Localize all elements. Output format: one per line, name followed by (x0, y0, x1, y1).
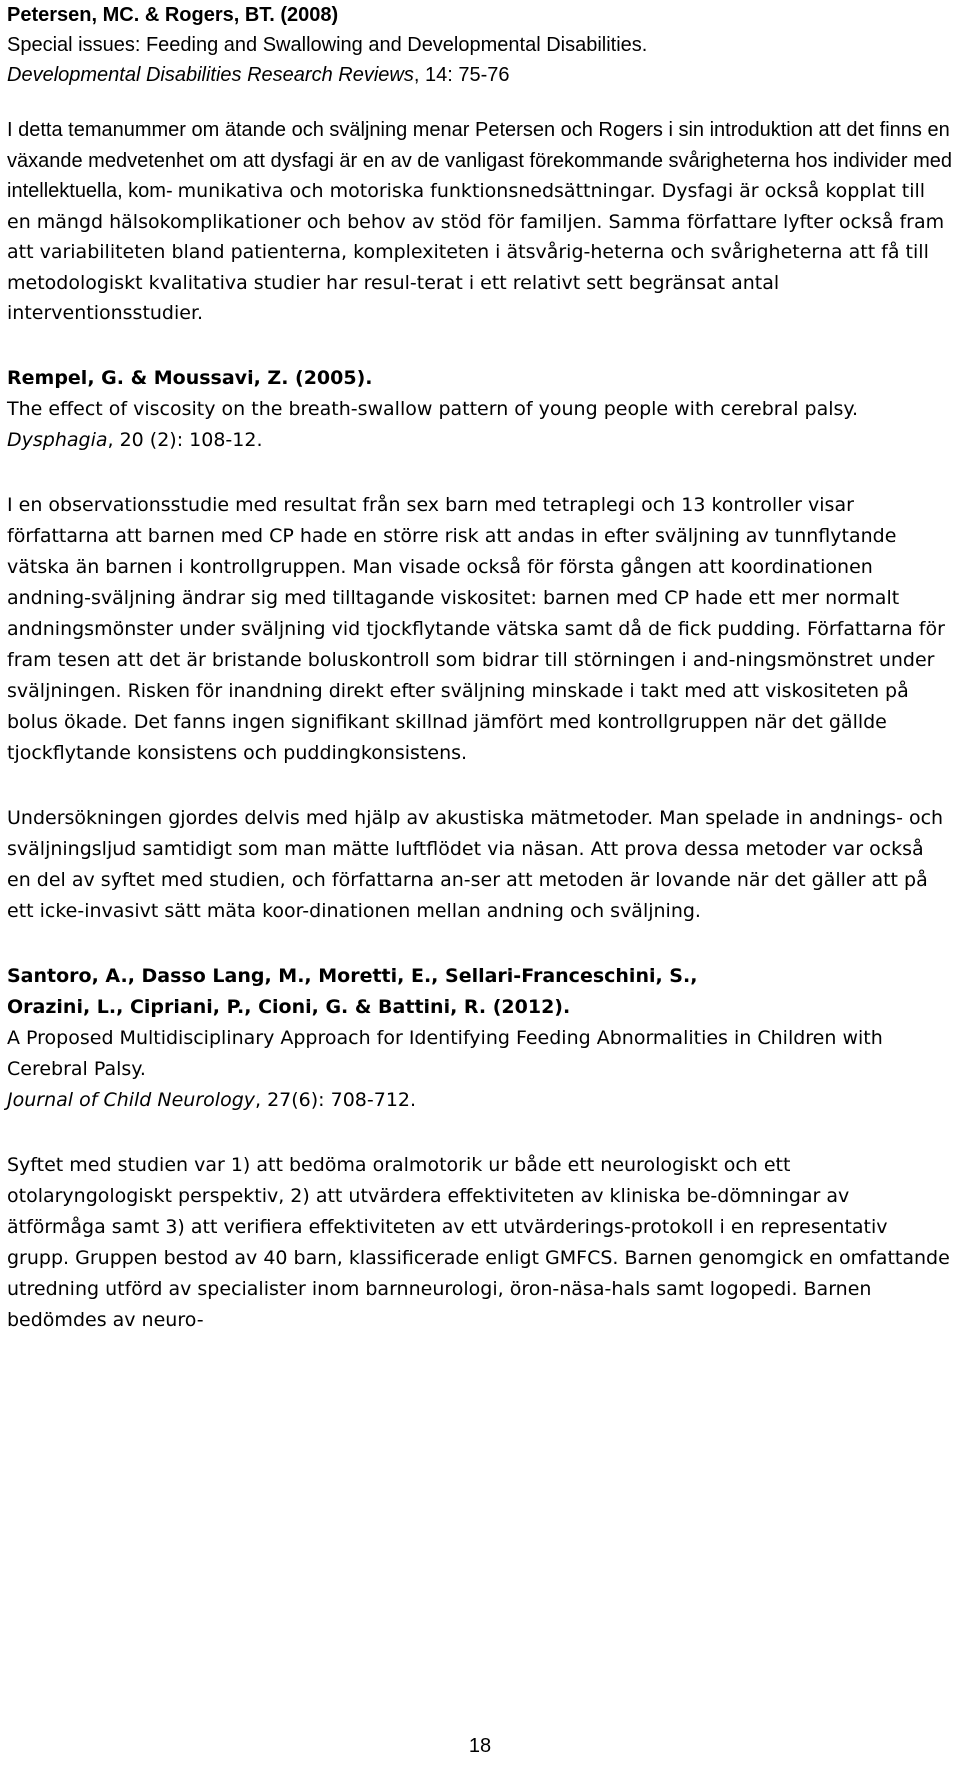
document-page (7, 0, 952, 1336)
summary-paragraph: Undersökningen gjordes delvis med hjälp av akustiska mätmetoder. Man spelade in andnings- och sväljningsljud samtidigt som man mätte luftflödet via näsan. Att prova dessa metoder var också en del av syftet med studien, och författarna an-ser att metoden är lovande när det gäller att på ett icke-invasivt sätt mäta koor-dinationen mellan andning och sväljning. (7, 806, 944, 922)
reference-details: , 20 (2): 108-12. (107, 428, 263, 451)
summary-paragraph: I en observationsstudie med resultat från sex barn med tetraplegi och 13 kontroller visar författarna att barnen med CP hade en större risk att andas in efter sväljning av tunnflytande vätska än barnen i kontrollgruppen. Man visade också för första gången att koordinationen andning-sväljning ändrar sig med tilltagande viskositet: barnen med CP hade ett mer normalt andningsmönster under sväljning vid tjockflytande vätska samt då de fick pudding. Författarna för fram tesen att det är bristande boluskontroll som bidrar till störningen i and-ningsmönstret under sväljningen. Risken för inandning direkt efter sväljning minskade i takt med att viskositeten på bolus ökade. Det fanns ingen signifikant skillnad jämfört med kontrollgruppen när det gällde tjockflytande konsistens och puddingkonsistens. (7, 493, 945, 764)
reference-authors: Rempel, G. & Moussavi, Z. (2005). (7, 366, 373, 389)
reference-title: The effect of viscosity on the breath-swallow pattern of young people with cerebral palsy. (7, 397, 859, 420)
reference-petersen (7, 0, 952, 90)
page-number: 18 (468, 1735, 492, 1757)
reference-title: A Proposed Multidisciplinary Approach for Identifying Feeding Abnormalities in Children with Cerebral Palsy. (7, 1026, 883, 1080)
summary-paragraph (7, 115, 952, 329)
reference-source (7, 60, 952, 90)
reference-authors-line-1: Santoro, A., Dasso Lang, M., Moretti, E., Sellari-Franceschini, S., (7, 964, 698, 987)
reference-authors: Petersen, MC. & Rogers, BT. (2008) (7, 4, 339, 26)
summary-text-part-1: I detta temanummer om ätande och sväljning menar Petersen och Rogers i sin introduktion att det finns en växande medvetenhet om att dysfagi är en av de vanligast förekommande svårigheterna hos individer med intellektuella, kom- (7, 119, 952, 202)
reference-journal: Developmental Disabilities Research Reviews (7, 64, 414, 86)
reference-journal: Dysphagia (7, 428, 108, 451)
reference-source (7, 1085, 952, 1116)
reference-rempel (7, 363, 952, 456)
reference-authors-line-2: Orazini, L., Cipriani, P., Cioni, G. & Battini, R. (2012). (7, 995, 571, 1018)
reference-title: Special issues: Feeding and Swallowing and Developmental Disabilities. (7, 34, 648, 56)
reference-details: , 14: 75-76 (413, 64, 510, 86)
summary-text-part-2: munikativa och motoriska funktionsnedsättningar. Dysfagi är också kopplat till en mängd hälsokomplikationer och behov av stöd för familjen. Samma författare lyfter också fram att variabiliteten bland patienterna, komplexiteten i ätsvårig-heterna och svårigheterna att få till metodologiskt kvalitativa studier har resul-terat i ett relativt sett begränsat antal interventionsstudier. (7, 180, 945, 324)
reference-details: , 27(6): 708-712. (255, 1088, 417, 1111)
summary-paragraph: Syftet med studien var 1) att bedöma oralmotorik ur både ett neurologiskt och ett otolaryngologiskt perspektiv, 2) att utvärdera effektiviteten av kliniska be-dömningar av ätförmåga samt 3) att verifiera effektiviteten av ett utvärderings-protokoll i en representativ grupp. Gruppen bestod av 40 barn, klassificerade enligt GMFCS. Barnen genomgick en omfattande utredning utförd av specialister inom barnneurologi, öron-näsa-hals samt logopedi. Barnen bedömdes av neuro- (7, 1153, 950, 1331)
reference-journal: Journal of Child Neurology (7, 1088, 255, 1111)
reference-santoro (7, 961, 952, 1116)
